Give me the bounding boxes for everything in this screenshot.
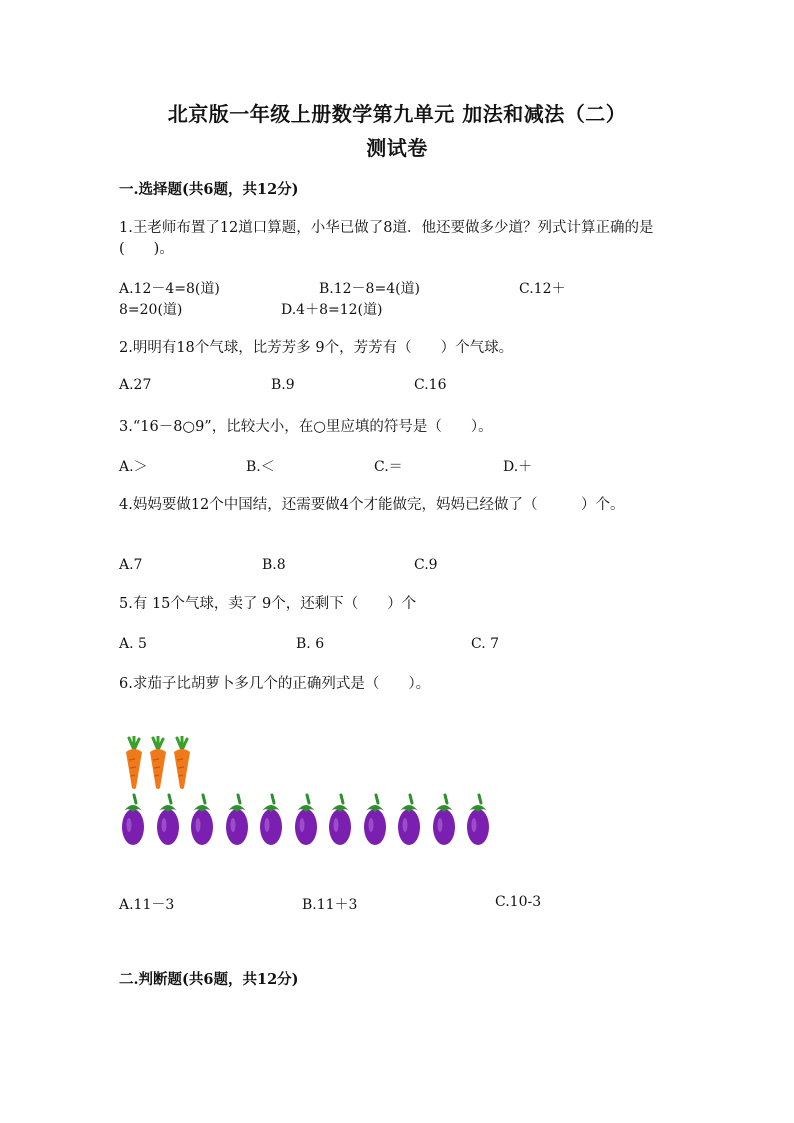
eggplant-icon (465, 793, 491, 847)
q2-option-c[interactable]: C.16 (414, 377, 447, 393)
q1-option-a[interactable]: A.12－4=8(道) (119, 281, 220, 297)
carrot-icon (123, 736, 145, 790)
eggplant-icon (293, 793, 319, 847)
q2-option-a[interactable]: A.27 (119, 377, 152, 393)
section-heading-choice: 一.选择题(共6题，共12分) (119, 181, 299, 198)
page-title: 北京版一年级上册数学第九单元 加法和减法（二） (167, 102, 627, 126)
q3-option-a[interactable]: A.＞ (119, 459, 148, 475)
q1-option-b[interactable]: B.12－8=4(道) (319, 281, 421, 297)
eggplant-icon (120, 793, 146, 847)
q3-option-c[interactable]: C.＝ (374, 459, 403, 475)
carrot-icon (147, 736, 169, 790)
carrot-icon (171, 736, 193, 790)
q5-option-a[interactable]: A. 5 (119, 636, 147, 652)
q1-option-c[interactable]: C.12＋ (519, 281, 566, 297)
eggplant-icon (362, 793, 388, 847)
question-4: 4.妈妈要做12个中国结，还需要做4个才能做完，妈妈已经做了（ ）个。 (119, 497, 625, 513)
page-subtitle: 测试卷 (366, 136, 428, 160)
eggplant-icon (396, 793, 422, 847)
question-3: 3.“16－8○9”，比较大小，在○里应填的符号是（ ）。 (119, 419, 493, 435)
carrot-row (120, 736, 200, 792)
eggplant-icon (155, 793, 181, 847)
question-1: 1.王老师布置了12道口算题，小华已做了8道．他还要做多少道？列式计算正确的是( )。 (119, 220, 654, 257)
eggplant-icon (224, 793, 250, 847)
q1-option-c-cont: 8=20(道) (119, 302, 183, 318)
q5-option-b[interactable]: B. 6 (296, 636, 325, 652)
eggplant-icon (189, 793, 215, 847)
eggplant-icon (431, 793, 457, 847)
question-2: 2.明明有18个气球，比芳芳多 9个，芳芳有（ ）个气球。 (119, 340, 514, 356)
question-6: 6.求茄子比胡萝卜多几个的正确列式是（ ）。 (119, 676, 431, 692)
q6-option-c[interactable]: C.10-3 (495, 894, 542, 910)
q4-option-c[interactable]: C.9 (414, 557, 438, 573)
q6-option-b[interactable]: B.11＋3 (302, 897, 358, 913)
eggplant-row (120, 793, 500, 849)
question-5: 5.有 15个气球，卖了 9个，还剩下（ ）个 (119, 596, 417, 612)
q3-option-d[interactable]: D.＋ (503, 459, 533, 475)
q4-option-a[interactable]: A.7 (119, 557, 143, 573)
q1-option-d[interactable]: D.4＋8=12(道) (281, 302, 383, 318)
q5-option-c[interactable]: C. 7 (471, 636, 500, 652)
q6-option-a[interactable]: A.11－3 (119, 897, 175, 913)
q3-option-b[interactable]: B.＜ (246, 459, 275, 475)
q2-option-b[interactable]: B.9 (271, 377, 295, 393)
eggplant-icon (327, 793, 353, 847)
q4-option-b[interactable]: B.8 (262, 557, 286, 573)
eggplant-icon (258, 793, 284, 847)
section-heading-judgement: 二.判断题(共6题，共12分) (119, 971, 299, 988)
